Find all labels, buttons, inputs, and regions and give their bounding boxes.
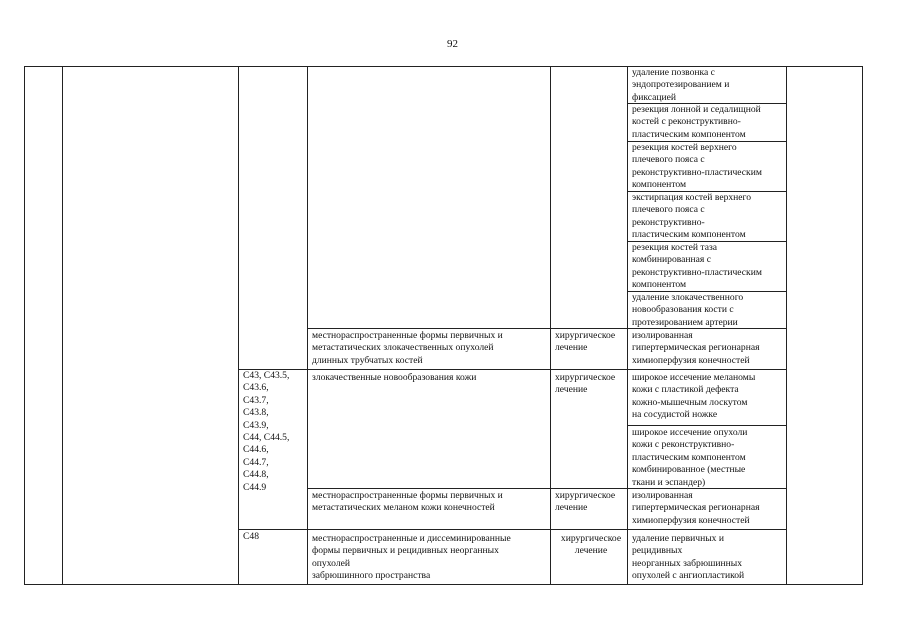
column-divider (62, 66, 63, 585)
method-cell: удаление первичных и рецидивных неорганных забрюшинных опухолей с ангиопластикой (632, 533, 745, 582)
page-number: 92 (447, 38, 458, 50)
treatment-cell: хирургическое лечение (555, 330, 616, 354)
diagnosis-cell: местнораспространенные формы первичных и метастатических меланом кожи конечностей (312, 490, 503, 514)
row-divider (238, 369, 786, 370)
row-divider (238, 529, 786, 530)
treatment-cell: хирургическое лечение (555, 490, 616, 514)
column-divider (550, 66, 551, 585)
method-cell: резекция костей таза комбинированная с реконструктивно-пластическим компонентом (632, 242, 762, 291)
column-divider (307, 66, 308, 585)
method-cell: изолированная гипертермическая регионарная химиоперфузия конечностей (632, 490, 760, 526)
method-cell: экстирпация костей верхнего плечевого пояса с реконструктивно- пластическим компонентом (632, 192, 752, 241)
method-cell: широкое иссечение опухоли кожи с реконструктивно- пластическим компонентом комбинированное (местные ткани и эспандер) (632, 427, 748, 488)
column-divider (786, 66, 787, 585)
method-cell: удаление позвонка с эндопротезированием и фиксацией (632, 67, 730, 103)
treatment-cell: хирургическое лечение (555, 372, 616, 396)
treatment-cell: хирургическое лечение (560, 533, 622, 557)
method-cell: удаление злокачественного новообразования кости с протезированием артерии (632, 292, 744, 328)
code-cell: C48 (243, 531, 259, 542)
diagnosis-cell: местнораспространенные и диссеминированные формы первичных и рецидивных неорганных опухолей забрюшинного пространства (312, 533, 511, 582)
diagnosis-cell: местнораспространенные формы первичных и метастатических злокачественных опухолей длинных трубчатых костей (312, 330, 503, 366)
column-divider (238, 66, 239, 585)
diagnosis-cell: злокачественные новообразования кожи (312, 372, 477, 383)
method-cell: широкое иссечение меланомы кожи с пластикой дефекта кожно-мышечным лоскутом на сосудистой ножке (632, 372, 756, 421)
column-divider (627, 66, 628, 585)
row-divider (627, 425, 786, 426)
method-cell: резекция костей верхнего плечевого пояса с реконструктивно-пластическим компонентом (632, 142, 762, 191)
method-cell: резекция лонной и седалищной костей с реконструктивно- пластическим компонентом (632, 104, 761, 140)
method-cell: изолированная гипертермическая регионарная химиоперфузия конечностей (632, 330, 760, 366)
code-cell: C43, C43.5, C43.6, C43.7, C43.8, C43.9, C44, C44.5, C44.6, C44.7, C44.8, C44.9 (243, 370, 290, 493)
